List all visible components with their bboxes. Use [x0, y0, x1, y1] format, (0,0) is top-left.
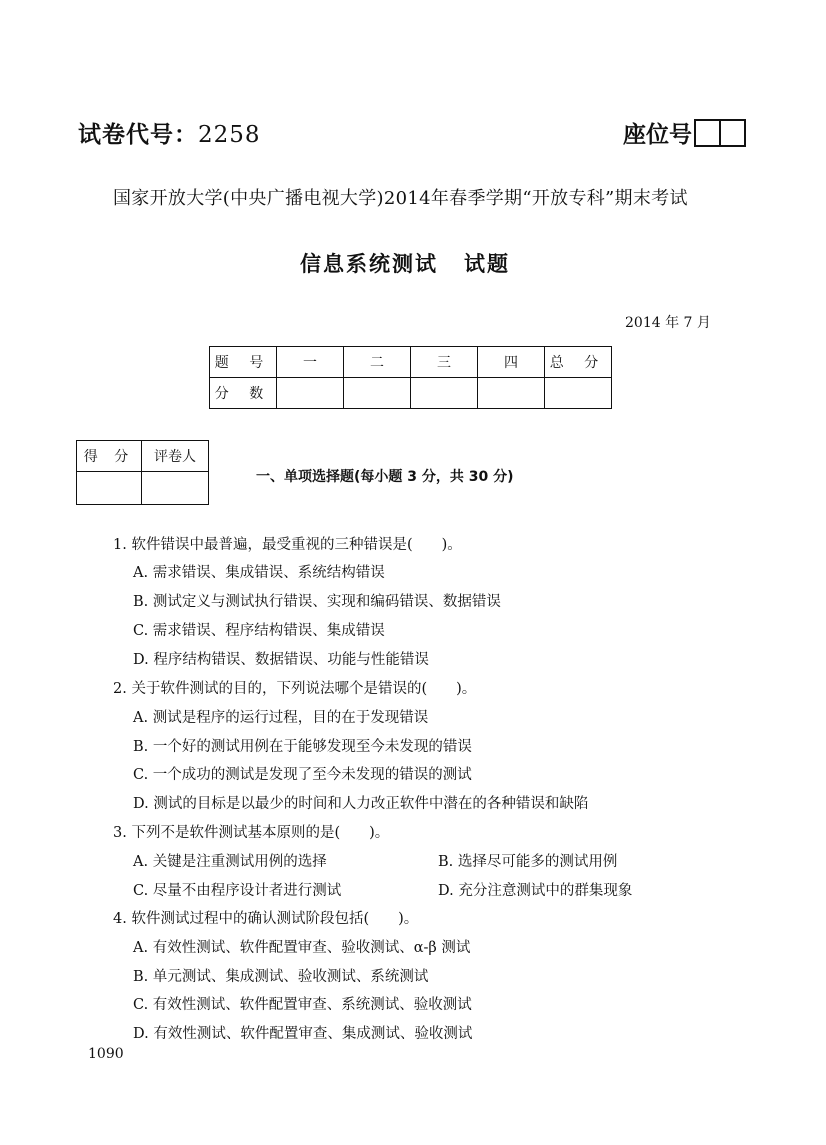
seat-number-label: 座位号 — [623, 122, 692, 148]
score-entry-cell — [277, 378, 344, 409]
question-option: A. 需求错误、集成错误、系统结构错误 — [133, 565, 385, 581]
exam-code-value: 2258 — [198, 122, 261, 148]
question-option: D. 有效性测试、软件配置审查、集成测试、验收测试 — [133, 1026, 473, 1042]
seat-box — [694, 119, 721, 147]
score-table-cell: 总 分 — [545, 347, 612, 378]
question-stem: 4. 软件测试过程中的确认测试阶段包括( )。 — [113, 911, 419, 927]
question-option: B. 测试定义与测试执行错误、实现和编码错误、数据错误 — [133, 594, 501, 610]
grader-entry-cell — [142, 472, 209, 505]
paper-title-suffix: 试题 — [464, 252, 510, 276]
grader-entry-cell — [77, 472, 142, 505]
grader-table-entry-row — [77, 472, 209, 505]
question-option: C. 一个成功的测试是发现了至今未发现的错误的测试 — [133, 767, 472, 783]
question-option: B. 选择尽可能多的测试用例 — [438, 854, 618, 870]
paper-title — [300, 248, 510, 278]
question-option: A. 测试是程序的运行过程，目的在于发现错误 — [133, 710, 429, 726]
page-number: 1090 — [88, 1046, 124, 1062]
question-option: D. 测试的目标是以最少的时间和人力改正软件中潜在的各种错误和缺陷 — [133, 796, 589, 812]
paper-title-main: 信息系统测试 — [300, 252, 438, 276]
seat-box — [721, 119, 746, 147]
score-table-cell: 题 号 — [210, 347, 277, 378]
score-table-cell: 一 — [277, 347, 344, 378]
exam-code — [78, 116, 261, 149]
score-table — [209, 346, 612, 409]
question-stem: 3. 下列不是软件测试基本原则的是( )。 — [113, 825, 390, 841]
grader-table-header-row — [77, 441, 209, 472]
question-option: C. 有效性测试、软件配置审查、系统测试、验收测试 — [133, 997, 472, 1013]
grader-table — [76, 440, 209, 505]
score-table-cell: 分 数 — [210, 378, 277, 409]
question-option: A. 有效性测试、软件配置审查、验收测试、α-β 测试 — [133, 940, 471, 956]
question-option: D. 充分注意测试中的群集现象 — [438, 883, 633, 899]
exam-code-label: 试卷代号： — [78, 122, 198, 148]
score-entry-cell — [545, 378, 612, 409]
question-option: A. 关键是注重测试用例的选择 — [133, 854, 327, 870]
question-stem: 2. 关于软件测试的目的，下列说法哪个是错误的( )。 — [113, 681, 477, 697]
exam-name: 国家开放大学(中央广播电视大学)2014年春季学期“开放专科”期末考试 — [113, 188, 688, 209]
score-entry-cell — [344, 378, 411, 409]
question-option: B. 一个好的测试用例在于能够发现至今未发现的错误 — [133, 739, 472, 755]
grader-table-cell: 得 分 — [77, 441, 142, 472]
seat-number-boxes — [694, 119, 746, 147]
score-entry-cell — [411, 378, 478, 409]
question-option: C. 尽量不由程序设计者进行测试 — [133, 883, 342, 899]
seat-number — [623, 116, 746, 149]
section-title: 一、单项选择题(每小题 3 分，共 30 分) — [256, 469, 514, 485]
score-table-cell: 四 — [478, 347, 545, 378]
question-option: C. 需求错误、程序结构错误、集成错误 — [133, 623, 385, 639]
score-entry-cell — [478, 378, 545, 409]
exam-date: 2014 年 7 月 — [625, 315, 711, 331]
grader-table-cell: 评卷人 — [142, 441, 209, 472]
score-table-cell: 二 — [344, 347, 411, 378]
score-table-cell: 三 — [411, 347, 478, 378]
question-option: D. 程序结构错误、数据错误、功能与性能错误 — [133, 652, 429, 668]
question-stem: 1. 软件错误中最普遍，最受重视的三种错误是( )。 — [113, 537, 462, 553]
score-table-header-row — [210, 347, 612, 378]
score-table-score-row — [210, 378, 612, 409]
question-option: B. 单元测试、集成测试、验收测试、系统测试 — [133, 969, 429, 985]
